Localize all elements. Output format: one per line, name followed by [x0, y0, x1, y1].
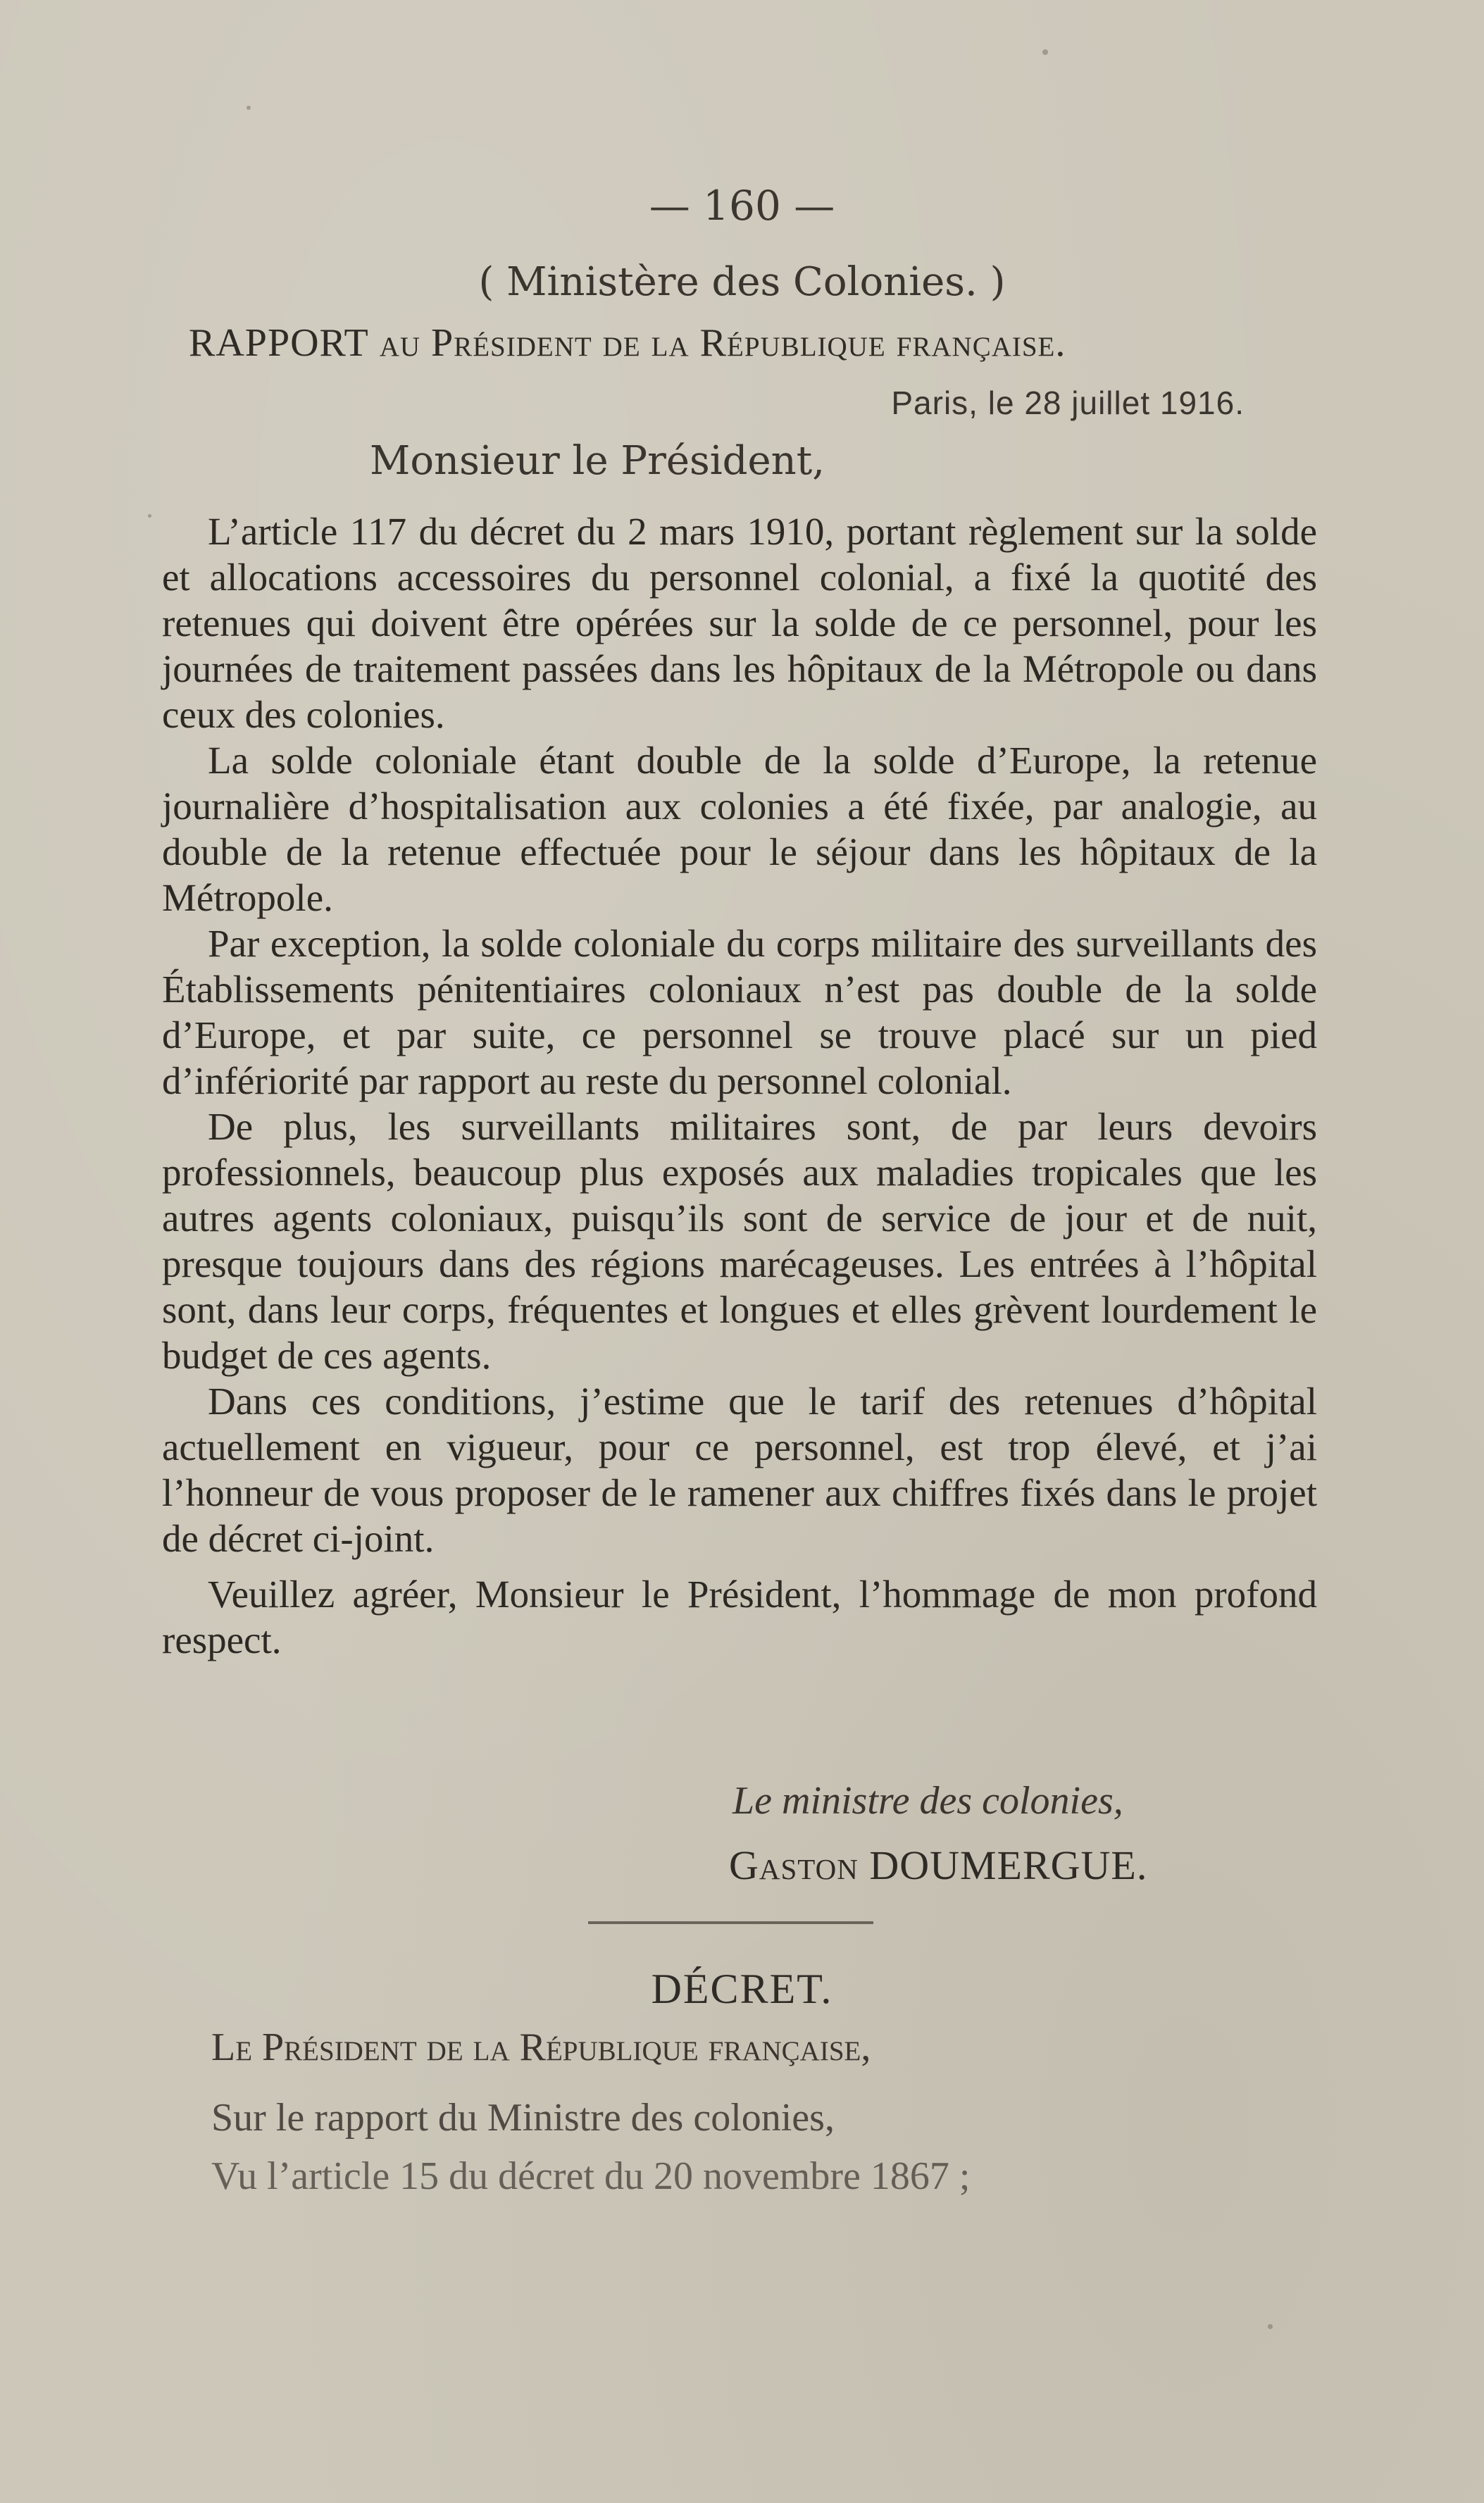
paragraph: De plus, les surveillants militaires sont, de par leurs devoirs professionnels, beaucoup plus exposés aux maladies tropicales que les autres agents coloniaux, puisqu’ils sont de service de jour et de nuit, presque toujours dans des régions marécageuses. Les entrées à l’hôpital sont, dans leur corps, fréquentes et longues et elles grèvent lourdement le budget de ces agents.: [162, 1105, 1317, 1377]
paper-speck: [1268, 2324, 1273, 2329]
signature-role: Le ministre des colonies,: [732, 1779, 1123, 1823]
section-divider: [588, 1921, 873, 1924]
decree-preamble-line: [211, 2025, 871, 2070]
report-title-rest: au Président de la République française.: [368, 321, 1066, 365]
ministry-heading: ( Ministère des Colonies. ): [478, 259, 1006, 305]
paragraph: Dans ces conditions, j’estime que le tarif des retenues d’hôpital actuellement en vigueur, pour ce personnel, est trop élevé, et j’ai l’honneur de vous proposer de le ramener aux chiffres fixés dans le projet de décret ci-joint.: [162, 1380, 1317, 1560]
paragraph: L’article 117 du décret du 2 mars 1910, portant règlement sur la solde et allocations accessoires du personnel colonial, a fixé la quotité des retenues qui doivent être opérées sur la solde de ce personnel, pour les journées de traitement passées dans les hôpitaux de la Métropole ou dans ceux des colonies.: [162, 510, 1317, 736]
paper-speck: [148, 514, 151, 518]
decree-title: DÉCRET.: [651, 1966, 833, 2012]
closing-paragraph: Veuillez agréer, Monsieur le Président, l’hommage de mon profond respect.: [162, 1573, 1317, 1661]
decree-reference-line: Vu l’article 15 du décret du 20 novembre 1867 ;: [211, 2154, 971, 2198]
decree-preamble-text: Le Président de la République française,: [211, 2026, 871, 2069]
paragraph: La solde coloniale étant double de la solde d’Europe, la retenue journalière d’hospitalisation aux colonies a été fixée, par analogie, au double de la retenue effectuée pour le séjour dans les hôpitaux de la Métropole.: [162, 739, 1317, 919]
decree-report-line: Sur le rapport du Ministre des colonies,: [211, 2096, 835, 2140]
paper-speck: [1042, 49, 1048, 55]
signature-name-text: Gaston DOUMERGUE.: [729, 1842, 1148, 1888]
page-number: — 160 —: [649, 182, 835, 230]
signature-name: [729, 1842, 1147, 1889]
paragraph: Par exception, la solde coloniale du corps militaire des surveillants des Établissements pénitentiaires coloniaux n’est pas double de la solde d’Europe, et par suite, ce personnel se trouve placé sur un pied d’infériorité par rapport au reste du personnel colonial.: [162, 922, 1317, 1102]
dateline: Paris, le 28 juillet 1916.: [891, 385, 1245, 421]
report-body: [162, 508, 1317, 1663]
paper-speck: [247, 106, 251, 110]
report-title: [189, 320, 1309, 366]
report-title-main: RAPPORT: [189, 321, 369, 365]
salutation: Monsieur le Président,: [370, 438, 825, 484]
